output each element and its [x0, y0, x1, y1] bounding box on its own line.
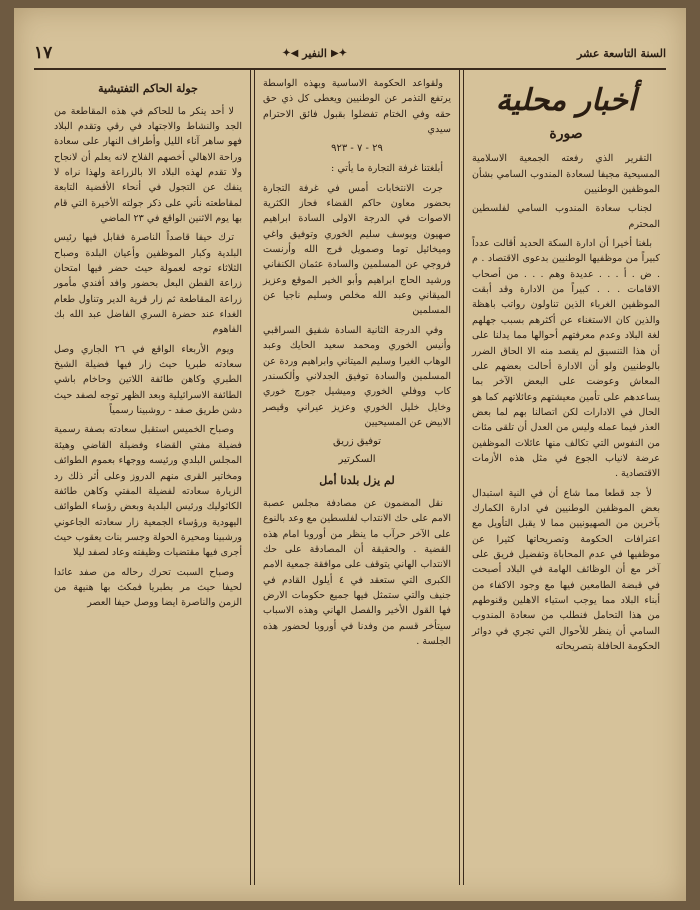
- newspaper-name: النفير: [302, 46, 327, 60]
- columns: [34, 70, 666, 885]
- paragraph: ولقواعد الحكومة الاساسية وبهذه الواسطة يرتفع التذمر عن الوطنيين ويعطى كل ذي حق حقه وفي الختام تفضلوا بقبول فائق الاحترام سيدي: [263, 78, 451, 136]
- signature-title: السكرتير: [338, 454, 376, 466]
- paragraph: وفي الدرجة الثانية السادة شفيق السراقبي وأنيس الخوري ومحمد سعيد الحايك وعبد الوهاب الغيرا وسليم الميتاني وابراهيم وردة عن المسلمين والسادة توفيق الجدلاني وألكسندر كاب ووفلي الخوري وميشيل جورج خوري وخايل خليل الخوري وعزيز عيراني وقيصر الابيض عن المسيحيين: [263, 324, 451, 428]
- column-right: [466, 70, 666, 885]
- column-middle: [257, 70, 457, 885]
- section-masthead: أخبار محلية: [495, 83, 637, 118]
- paragraph: نقل المضمون عن مصادفة مجلس عصبة الامم على حك الانتداب لفلسطين مع وعد بالنوع على الآخر حرآب ما ينظر من أوروبا امام هذه القضية . والحقيقة أن المصادقة على حك الانتداب الهاني يتوقف على موافقة جمعية الامم الكبرى التي ستعقد في ٤ أيلول القادم في جنيف والتي ستمثل فيها جميع حكومات الارض فها القول الأخير والفصل الهاني وهذه الاسباب سيتأخر قسم من وفدنا في أوروبا لحضور هذه الجلسة .: [263, 497, 452, 647]
- section-title: جولة الحاكم التفتيشية: [98, 82, 198, 95]
- section-title: لم يزل بلدنا أمل: [319, 474, 395, 488]
- newspaper-name-block: [282, 47, 347, 60]
- paragraph: وصباح السبت تحرك رحاله من صفد عائدا لحيفا حيث مر بطبريا فمكث بها هنيهة من الزمن والناصرة ايضا ووصل حيفا العصر: [54, 566, 242, 609]
- page-header: [34, 38, 666, 70]
- column-divider: [459, 70, 464, 885]
- year-label: السنة التاسعة عشر: [576, 46, 666, 60]
- paragraph: جرت الانتخابات أمس في غرفة التجارة بحضور معاون حاكم القضاء فحاز الكثرية الاصوات في الدرجة الاولى السادة ابراهيم صهيون ويوسف سليم الخوري وتوفيق واغي وميخائيل توما وصمويل فرج الله وأرنست فروجي عن المسلمين والسادة عثمان الكنفاني ورشيد الحاج ابراهيم وأبو الخير الموقع وعزيز الميقاني وعبد الله مخلص وسليم ناجيا عن المسلمين: [263, 182, 451, 317]
- newspaper-page: [14, 8, 686, 901]
- letter-date: ٢٩ - ٧ - ٩٢٣: [331, 143, 383, 155]
- paragraph: لجناب سعادة المندوب السامي لفلسطين المحترم: [472, 203, 660, 230]
- paragraph: أبلغتنا غرفة التجارة ما يأتي :: [331, 163, 443, 175]
- section-subhead: صورة: [549, 126, 583, 142]
- ornament-left: ◀✦: [282, 47, 299, 59]
- column-left: [48, 70, 248, 885]
- signature-name: توفيق زريق: [332, 436, 382, 448]
- paragraph: لأ جد قطعا مما شاع أن في النية استبدال بعض الموظفين الوطنيين في ادارة الكمارك بآخرين من الصهيونيين مما لا يقبل التأويل مع اعترافات الحكومة وتصريحاتها كثيرا عن موظفيها في عدم المحاباة وتفضيل فريق على آخر مع أن الوظائف الهامة في البلاد أصبحت في قبضة الطامعين فيها مع وجود الاكفاء من أبناء البلاد مما يوجب استياء الاهلين وقنوطهم من هذا التحامل فنطلب من سعادة المندوب السامي أن ينظر للأحوال التي تجري في دوائر الحكومة الحافلة بتصريحاته: [472, 487, 660, 653]
- paragraph: وصباح الخميس استقبل سعادته بصفة رسمية فضيلة مفتي القضاء وفضيلة القاضي وهيئة المجلس البلدي ورئيسه ووجهاء بعموم الطوائف ومخاتير القرى منهم الدروز وعلى أثر ذلك رد الزيارة سعادته لفضيلة المفتي وكاهن طائفة الكاثوليك ورئيس البلدية وبعض رؤساء الطوائف اليهودية ورؤساء الجمعية زار سعادته الجاعوني ورشبينا ومحيرة الحولة وجسر بنات يعقوب حيث أجرى فيها مقتضيات وظيفته وعاد لصفد ليلا: [54, 424, 242, 559]
- paragraph: لا أحد ينكر ما للحاكم في هذه المقاطعة من الجد والنشاط والاجتهاد في رقي وتقدم البلاد فهو ساهر آناء الليل وأطراف النهار على سعادة وراحة الاهالي أخصهم الفلاح لانه يعلم أن لانجاح ولا تقدم لهذه البلاد الا بالزراعة ولهذا نراه لا ينفك عن التجول في أنحاء الأقضية التابعة لمقاطعته نأتي على ذكر جولته الأخيرة التي قام بها يوم الاثنين الواقع في ٢٣ الماضي: [54, 105, 242, 224]
- ornament-right: ✦▶: [330, 47, 348, 59]
- column-divider: [250, 70, 255, 885]
- paragraph: ترك حيفا قاصداً الناصرة فقابل فيها رئيس البلدية وكبار الموظفين وأعيان البلدة وصباح الثلاثاء توجه لعمولة حيث حضر فيها امتحان زراعة القطن البعل بحضور وافد أفندي مأمور زراعة المقاطعة ثم زار قرية الدير وتناول طعام الغداء عند حضرة السري الفاضل عبد الله بك الفاهوم: [54, 232, 242, 336]
- paragraph: ويوم الأربعاء الواقع في ٢٦ الجاري وصل سعادته طبريا حيث زار فيها فضيلة الشيخ الطبري وكاهن طائفة اللاتين وحاخام باشي الطائفة الاسرائيلية وبعد الظهر توجه لصفد حيث دشن طريق صفد - روشبينا رسمياً: [54, 343, 242, 417]
- paragraph: بلغنا أخيرا أن ادارة السكة الحديد أقالت عدداً كبيراً من موظفيها الوطنيين بدعوى الاقتصاد . م . ض . أ . . . عديدة وهم . . . من أصحاب الاقامات . . . كبيراً من الادارة وقد أبقت الموظفين الغرباء الذين تناولون رواتب باهظة والذين كان الاستغناء عن أكثرهم بسبب جهلهم لغة البلاد وعدم معرفتهم أحوالها مما يدلنا على أن هذا التنسيق لم يقصد منه الا الحاق الضرر بالوطنيين ولو أن الادارة أحالت بعضهم على المعاش وعوضت على البعض الآخر بما يساعدهم على تأمين معيشتهم وعائلاتهم كما هو الحال في الادارات لكن اتصالنا بهم لما بعض العذر فيما عمله وليس من العدل أن تلقى مئات من النفوس التي تكالف منها عائلات الموظفين عرضة لانياب الجوع في مثل هذه الأزمات الاقتصادية .: [472, 238, 660, 480]
- paragraph: التقرير الذي رفعته الجمعية الاسلامية المسيحية مجيفا لسعادة المندوب السامي بشأن الموظفين الوطنيين: [472, 153, 660, 196]
- page-number: ١٧: [34, 43, 53, 63]
